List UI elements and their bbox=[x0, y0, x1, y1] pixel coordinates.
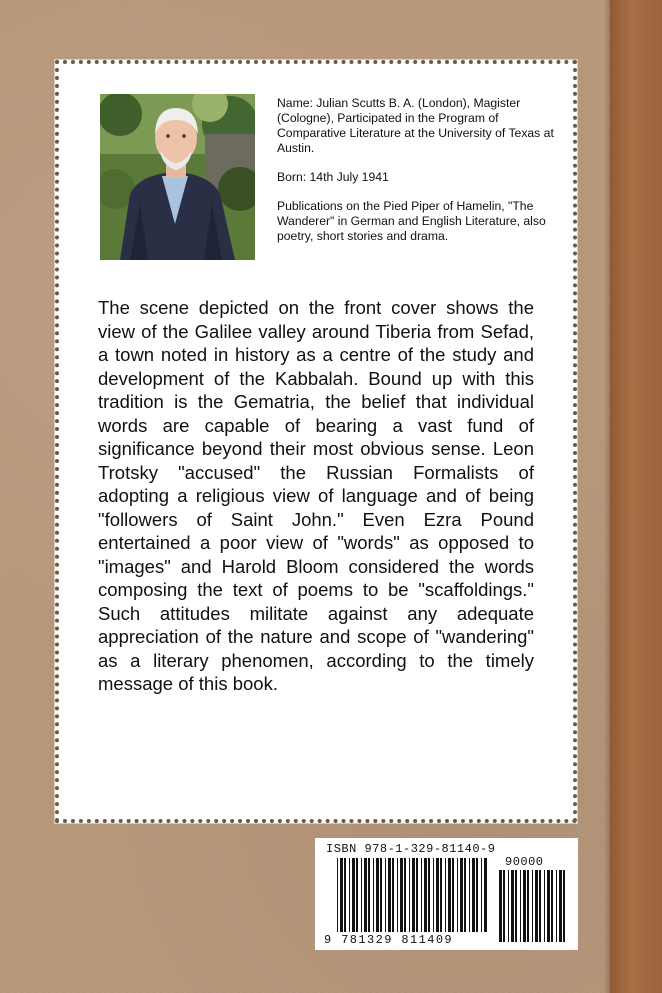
author-name-line: Name: Julian Scutts B. A. (London), Magister (Cologne), Participated in the Program of Comparative Literature at the University of Texas at Austin. bbox=[277, 96, 554, 155]
author-born-line: Born: 14th July 1941 bbox=[277, 170, 389, 184]
addon-code: 90000 bbox=[505, 855, 544, 869]
isbn-barcode bbox=[315, 838, 578, 950]
author-photo bbox=[100, 94, 255, 260]
book-spine bbox=[610, 0, 662, 993]
author-bio bbox=[277, 96, 567, 258]
ean-digits: 9 781329 811409 bbox=[324, 933, 454, 947]
book-description: The scene depicted on the front cover shows the view of the Galilee valley around Tiberia from Sefad, a town noted in history as a centre of the study and development of the Kabbalah. Bound up with this tradition is the Gematria, the belief that individual words are capable of bearing a vast fund of significance beyond their most obvious sense. Leon Trotsky "accused" the Russian Formalists of adopting a religious view of language and of being "followers of Saint John." Even Ezra Pound entertained a poor view of "words" as opposed to "images" and Harold Bloom considered the words composing the text of poems to be "scaffoldings." Such attitudes militate against any adequate appreciation of the nature and scope of "wandering" as a literary phenomen, according to the timely message of this book. bbox=[98, 297, 534, 694]
isbn-label: ISBN 978-1-329-81140-9 bbox=[326, 842, 496, 856]
author-publications-line: Publications on the Pied Piper of Hamelin, "The Wanderer" in German and English Literature, also poetry, short stories and drama. bbox=[277, 199, 546, 243]
